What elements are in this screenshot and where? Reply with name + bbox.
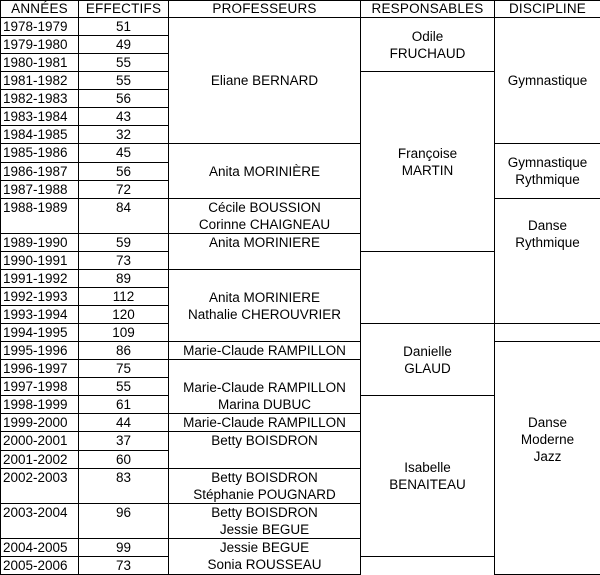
annee-cell: 1992-1993 — [1, 287, 79, 305]
annee-cell: 1993-1994 — [1, 306, 79, 324]
discipline-label: Danse — [527, 415, 568, 431]
effectif-cell: 37 — [79, 432, 169, 450]
professeur-cell — [169, 432, 361, 468]
effectif-cell: 59 — [79, 233, 169, 251]
professeur-name: Jessie BEGUE — [219, 521, 310, 537]
professeur-cell — [169, 503, 361, 538]
responsable-first: Françoise — [397, 145, 458, 161]
effectif-cell: 109 — [79, 324, 169, 342]
annee-cell: 1980-1981 — [1, 54, 79, 72]
annee-cell: 1994-1995 — [1, 324, 79, 342]
professeur-cell — [169, 144, 361, 198]
discipline-label: Rythmique — [515, 172, 580, 188]
annee-cell: 1985-1986 — [1, 144, 79, 162]
header-row — [1, 1, 600, 18]
effectif-cell: 44 — [79, 414, 169, 432]
professeur-name: Eliane BERNARD — [210, 73, 319, 89]
effectif-cell: 83 — [79, 468, 169, 503]
effectif-cell: 51 — [79, 18, 169, 36]
effectif-cell: 120 — [79, 306, 169, 324]
effectif-cell: 99 — [79, 538, 169, 556]
professeur-name: Betty BOISDRON — [211, 433, 318, 449]
professeur-name: Marina DUBUC — [217, 397, 312, 413]
effectif-cell: 73 — [79, 251, 169, 269]
table-row — [1, 144, 600, 162]
discipline-label: Danse — [527, 217, 568, 233]
discipline-label: Gymnastique — [507, 73, 588, 89]
annee-cell: 2004-2005 — [1, 538, 79, 556]
responsable-last: FRUCHAUD — [389, 45, 466, 61]
effectif-cell: 56 — [79, 162, 169, 180]
professeur-cell — [169, 198, 361, 233]
table-row — [1, 18, 600, 36]
annee-cell: 1999-2000 — [1, 414, 79, 432]
responsable-last: MARTIN — [401, 162, 454, 178]
annee-cell: 1997-1998 — [1, 378, 79, 396]
effectif-cell: 73 — [79, 556, 169, 574]
effectif-cell: 96 — [79, 503, 169, 538]
responsable-last: BENAITEAU — [389, 477, 466, 493]
effectif-cell: 32 — [79, 126, 169, 144]
annee-cell: 1990-1991 — [1, 251, 79, 269]
professeur-name: Corinne CHAIGNEAU — [198, 216, 331, 232]
annee-cell: 1987-1988 — [1, 180, 79, 198]
professeur-name: Marie-Claude RAMPILLON — [183, 380, 346, 396]
annee-cell: 1978-1979 — [1, 18, 79, 36]
annee-cell: 1979-1980 — [1, 36, 79, 54]
professeur-name: Marie-Claude RAMPILLON — [183, 415, 346, 431]
annee-cell: 1996-1997 — [1, 360, 79, 378]
effectif-cell: 45 — [79, 144, 169, 162]
annee-cell: 1982-1983 — [1, 90, 79, 108]
annee-cell: 2001-2002 — [1, 450, 79, 468]
professeur-name: Stéphanie POUGNARD — [193, 486, 336, 502]
effectif-cell: 112 — [79, 287, 169, 305]
annee-cell: 2000-2001 — [1, 432, 79, 450]
responsable-cell — [361, 72, 495, 252]
effectif-cell: 84 — [79, 198, 169, 233]
professeur-cell — [169, 18, 361, 144]
responsable-first: Isabelle — [404, 460, 451, 476]
professeur-cell — [169, 414, 361, 432]
professeur-cell — [169, 233, 361, 269]
annee-cell: 1991-1992 — [1, 269, 79, 287]
responsable-cell — [361, 324, 495, 396]
discipline-label: Rythmique — [515, 234, 580, 250]
responsable-cell — [361, 18, 495, 72]
discipline-cell — [495, 198, 600, 323]
annee-cell: 2003-2004 — [1, 503, 79, 538]
discipline-cell — [495, 144, 600, 198]
effectif-cell: 75 — [79, 360, 169, 378]
header-annees: ANNÉES — [1, 1, 79, 18]
annee-cell: 2002-2003 — [1, 468, 79, 503]
professeur-name: Sonia ROUSSEAU — [207, 557, 322, 573]
annee-cell: 1989-1990 — [1, 233, 79, 251]
professeur-name: Cécile BOUSSION — [208, 199, 321, 215]
table-row — [1, 342, 600, 360]
annee-cell: 1983-1984 — [1, 108, 79, 126]
effectif-cell: 72 — [79, 180, 169, 198]
table-row — [1, 198, 600, 233]
professeur-name: Betty BOISDRON — [211, 469, 318, 485]
professeur-name: Nathalie CHEROUVRIER — [187, 306, 342, 322]
annee-cell: 1988-1989 — [1, 198, 79, 233]
effectif-cell: 61 — [79, 396, 169, 414]
responsable-cell — [361, 396, 495, 557]
header-effectifs: EFFECTIFS — [79, 1, 169, 18]
discipline-label: Moderne — [520, 432, 575, 448]
header-professeurs: PROFESSEURS — [169, 1, 361, 18]
effectif-cell: 55 — [79, 378, 169, 396]
discipline-cell — [495, 342, 600, 575]
header-responsables: RESPONSABLES — [361, 1, 495, 18]
discipline-label: Gymnastique — [507, 155, 588, 171]
professeur-name: Marie-Claude RAMPILLON — [183, 343, 346, 359]
responsable-first: Odile — [411, 28, 444, 44]
responsable-first: Danielle — [403, 343, 452, 359]
effectif-cell: 60 — [79, 450, 169, 468]
professeur-name: Betty BOISDRON — [211, 504, 318, 520]
header-discipline: DISCIPLINE — [495, 1, 600, 18]
effectif-cell: 55 — [79, 54, 169, 72]
professeur-name: Jessie BEGUE — [219, 540, 310, 556]
discipline-label: Jazz — [533, 449, 562, 465]
professeur-cell — [169, 538, 361, 574]
professeur-cell — [169, 269, 361, 341]
professeur-name: Anita MORINIÈRE — [208, 163, 321, 179]
effectif-cell: 49 — [79, 36, 169, 54]
effectif-cell: 86 — [79, 342, 169, 360]
responsable-last: GLAUD — [404, 360, 451, 376]
annee-cell: 1981-1982 — [1, 72, 79, 90]
annee-cell: 1995-1996 — [1, 342, 79, 360]
annee-cell: 1984-1985 — [1, 126, 79, 144]
annee-cell: 1986-1987 — [1, 162, 79, 180]
professeur-name: Anita MORINIERE — [208, 234, 321, 250]
annee-cell: 1998-1999 — [1, 396, 79, 414]
discipline-cell — [495, 18, 600, 144]
effectif-cell: 56 — [79, 90, 169, 108]
professeur-name: Anita MORINIERE — [208, 289, 321, 305]
professeur-cell — [169, 468, 361, 503]
professeur-cell — [169, 360, 361, 414]
effectif-cell: 43 — [79, 108, 169, 126]
annee-cell: 2005-2006 — [1, 556, 79, 574]
professeur-cell — [169, 342, 361, 360]
effectif-cell: 89 — [79, 269, 169, 287]
effectif-cell: 55 — [79, 72, 169, 90]
